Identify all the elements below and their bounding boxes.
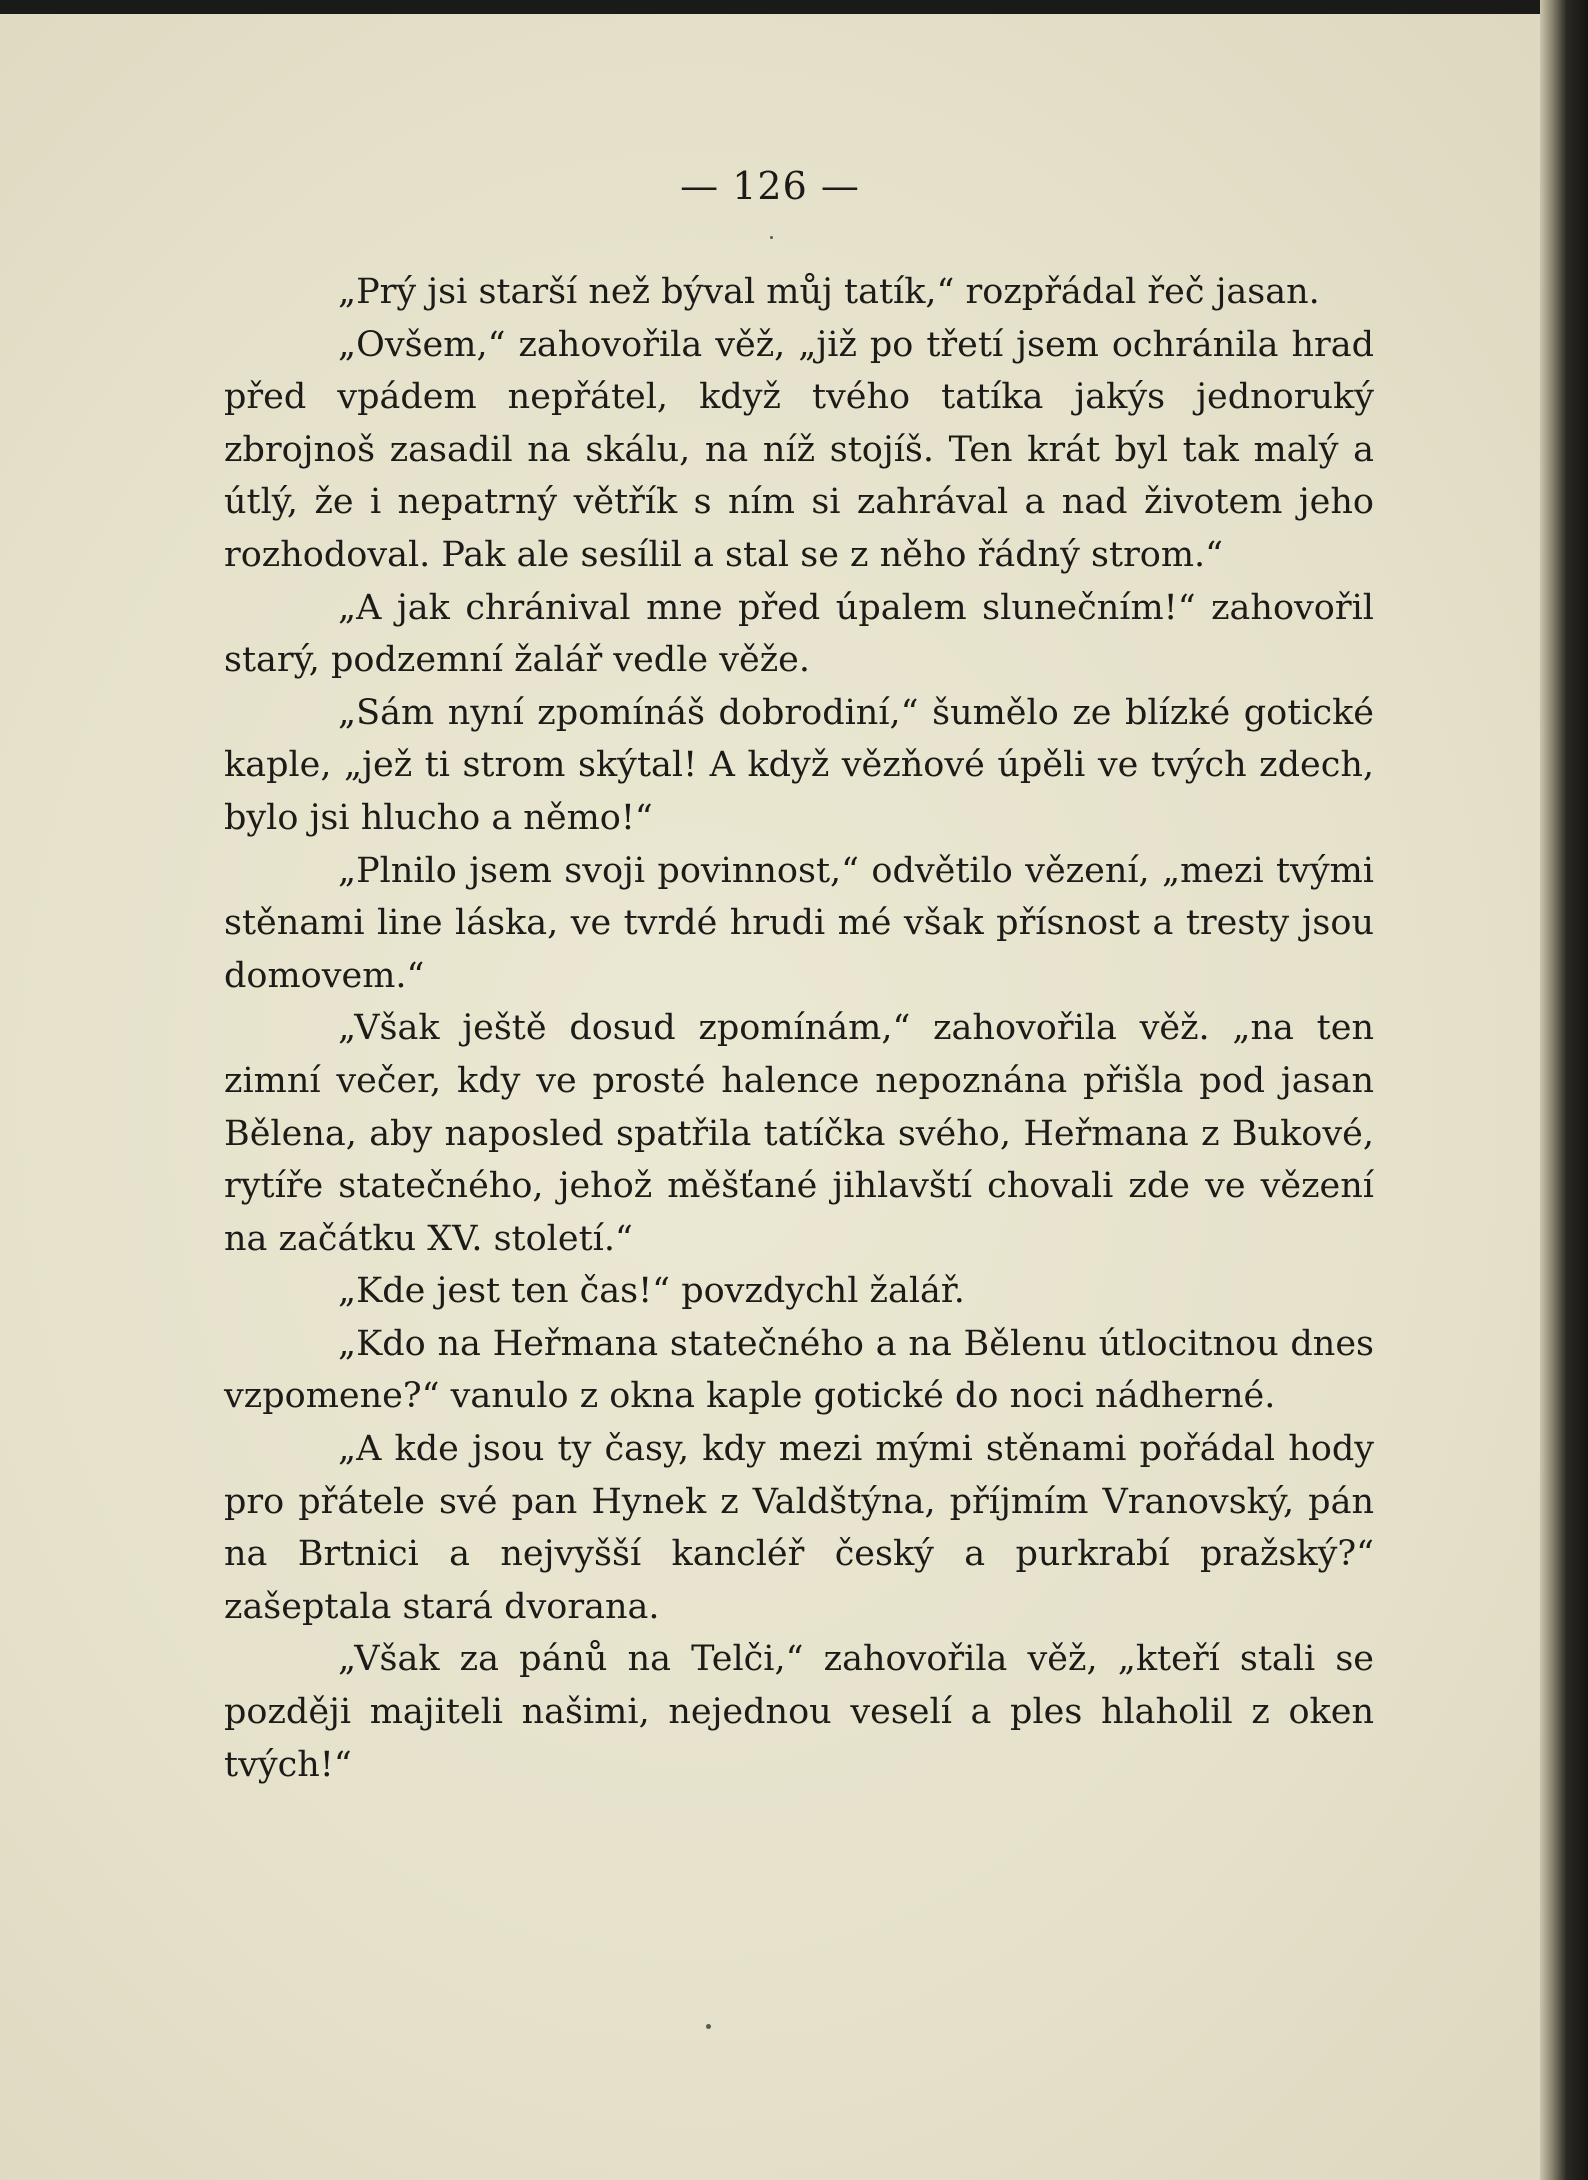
paragraph: „A kde jsou ty časy, kdy mezi mými stěnami pořádal hody pro přátele své pan Hynek z Valdštýna, příjmím Vranovský, pán na Brtnici a nejvyšší kancléř český a purkrabí pražský?“ zašeptala stará dvorana.	[224, 1429, 1374, 1627]
book-spine-shadow	[1540, 0, 1588, 2180]
paragraph: „A jak chránival mne před úpalem slunečním!“ zahovořil starý, podzemní žalář vedle věže.	[224, 587, 1374, 681]
body-text	[224, 266, 1374, 1791]
page-sheet	[0, 14, 1540, 2180]
paragraph: „Kdo na Heřmana statečného a na Bělenu útlocitnou dnes vzpomene?“ vanulo z okna kaple gotické do noci nádherné.	[224, 1323, 1374, 1417]
paragraph: „Sám nyní zpomínáš dobrodiní,“ šumělo ze blízké gotické kaple, „jež ti strom skýtal! A když vězňové úpěli ve tvých zdech, bylo jsi hlucho a němo!“	[224, 692, 1374, 838]
page-number: — 126 —	[680, 164, 860, 208]
paragraph: „Však ještě dosud zpomínám,“ zahovořila věž. „na ten zimní večer, kdy ve prosté halence nepoznána přišla pod jasan Bělena, aby naposled spatřila tatíčka svého, Heřmana z Bukové, rytíře statečného, jehož měšťané jihlavští chovali zde ve vězení na začátku XV. století.“	[224, 1008, 1374, 1259]
paper-speck	[706, 2024, 711, 2029]
paper-speck	[770, 236, 773, 239]
paragraph: „Však za pánů na Telči,“ zahovořila věž, „kteří stali se později majiteli našimi, nejednou veselí a ples hlaholil z oken tvých!“	[224, 1639, 1374, 1785]
paragraph: „Plnilo jsem svoji povinnost,“ odvětilo vězení, „mezi tvými stěnami line láska, ve tvrdé hrudi mé však přísnost a tresty jsou domovem.“	[224, 850, 1374, 996]
paragraph: „Kde jest ten čas!“ povzdychl žalář.	[338, 1271, 965, 1312]
paragraph: „Prý jsi starší než býval můj tatík,“ rozpřádal řeč jasan.	[338, 272, 1320, 312]
paragraph: „Ovšem,“ zahovořila věž, „již po třetí jsem ochránila hrad před vpádem nepřátel, když tvého tatíka jakýs jednoruký zbrojnoš zasadil na skálu, na níž stojíš. Ten krát byl tak malý a útlý, že i nepatrný větřík s ním si zahrával a nad životem jeho rozhodoval. Pak ale sesílil a stal se z něho řádný strom.“	[224, 324, 1374, 575]
